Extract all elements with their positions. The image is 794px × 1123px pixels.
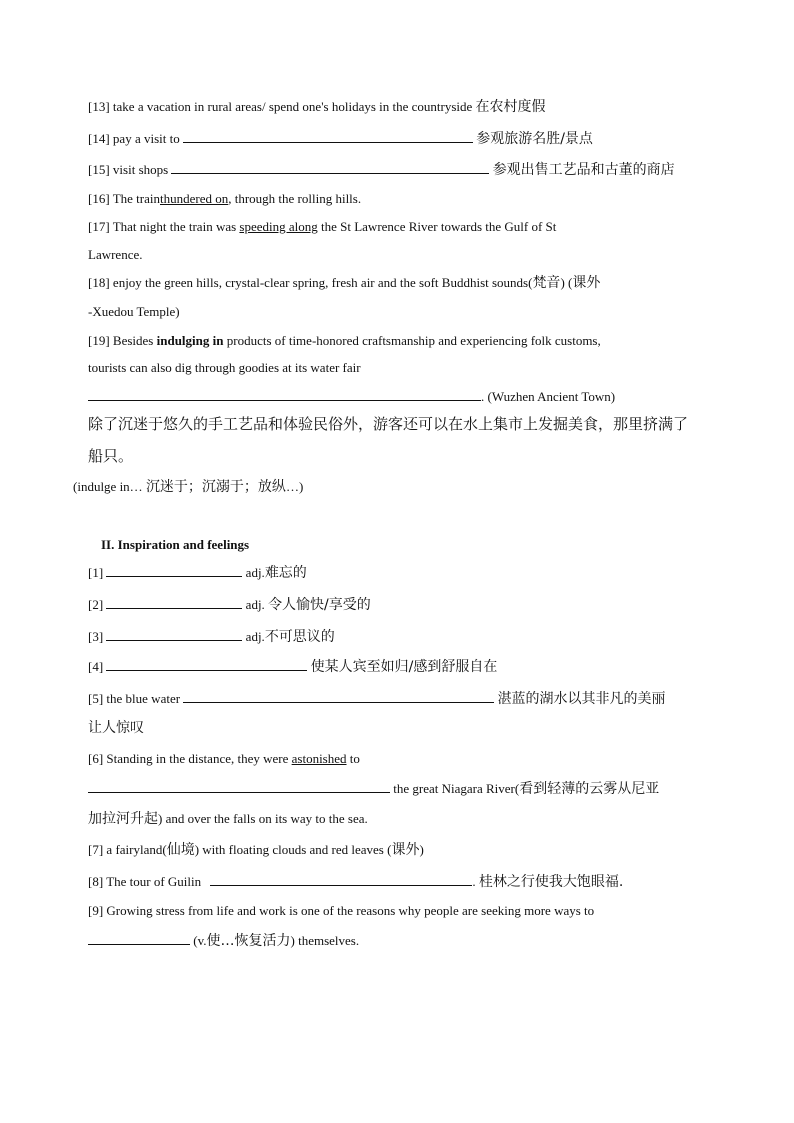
answer-blank[interactable] (183, 689, 494, 703)
answer-blank[interactable] (88, 931, 190, 945)
feeling-item-5: [5] the blue water 湛蓝的湖水以其非凡的美丽 (88, 691, 666, 707)
item-15: [15] visit shops 参观出售工艺品和古董的商店 (88, 162, 675, 178)
answer-blank[interactable] (106, 563, 242, 577)
answer-blank[interactable] (106, 595, 242, 609)
item-19-line2: tourists can also dig through goodies at its water fair (88, 360, 361, 375)
item-18-cont: -Xuedou Temple) (88, 304, 180, 319)
item-19-line3: . (Wuzhen Ancient Town) (88, 387, 615, 406)
feeling-item-4: [4] 使某人宾至如归/感到舒服自在 (88, 659, 498, 675)
feeling-item-6-line2: the great Niagara River(看到轻薄的云雾从尼亚 (88, 779, 659, 798)
answer-blank[interactable] (88, 779, 390, 793)
item-18: [18] enjoy the green hills, crystal-clear spring, fresh air and the soft Buddhist sounds(梵音) (课外 (88, 275, 601, 291)
answer-blank[interactable] (106, 657, 307, 671)
answer-blank[interactable] (171, 160, 489, 174)
feeling-item-6: [6] Standing in the distance, they were astonished to (88, 751, 360, 766)
feeling-item-2: [2] adj. 令人愉快/享受的 (88, 597, 371, 613)
section-heading: II. Inspiration and feelings (101, 537, 250, 552)
item-16: [16] The trainthundered on, through the rolling hills. (88, 191, 362, 206)
item-17-cont: Lawrence. (88, 247, 143, 262)
item-14: [14] pay a visit to 参观旅游名胜/景点 (88, 131, 593, 147)
item-13: [13] take a vacation in rural areas/ spend one's holidays in the countryside 在农村度假 (88, 99, 546, 115)
feeling-item-6-line3: 加拉河升起) and over the falls on its way to the sea. (88, 811, 368, 827)
feeling-item-7: [7] a fairyland(仙境) with floating clouds and red leaves (课外) (88, 842, 424, 858)
feeling-item-3: [3] adj.不可思议的 (88, 629, 335, 645)
answer-blank[interactable] (210, 872, 472, 886)
indulge-note: (indulge in… 沉迷于；沉溺于；放纵…) (73, 479, 304, 495)
answer-blank[interactable] (183, 129, 473, 143)
feeling-item-9-cont: (v.使…恢复活力) themselves. (88, 931, 359, 950)
item-19: [19] Besides indulging in products of time-honored craftsmanship and experiencing folk customs, (88, 333, 601, 348)
feeling-item-1: [1] adj.难忘的 (88, 565, 307, 581)
feeling-item-8: [8] The tour of Guilin . 桂林之行使我大饱眼福. (88, 874, 624, 890)
feeling-item-5-cont: 让人惊叹 (88, 720, 144, 736)
answer-blank[interactable] (88, 387, 481, 401)
answer-blank[interactable] (106, 627, 242, 641)
feeling-item-9: [9] Growing stress from life and work is one of the reasons why people are seeking more ways to (88, 903, 595, 918)
item-17: [17] That night the train was speeding along the St Lawrence River towards the Gulf of St (88, 219, 557, 234)
item-19-translation: 除了沉迷于悠久的手工艺品和体验民俗外，游客还可以在水上集市上发掘美食，那里挤满了 (88, 415, 689, 433)
item-19-translation-cont: 船只。 (88, 447, 134, 465)
